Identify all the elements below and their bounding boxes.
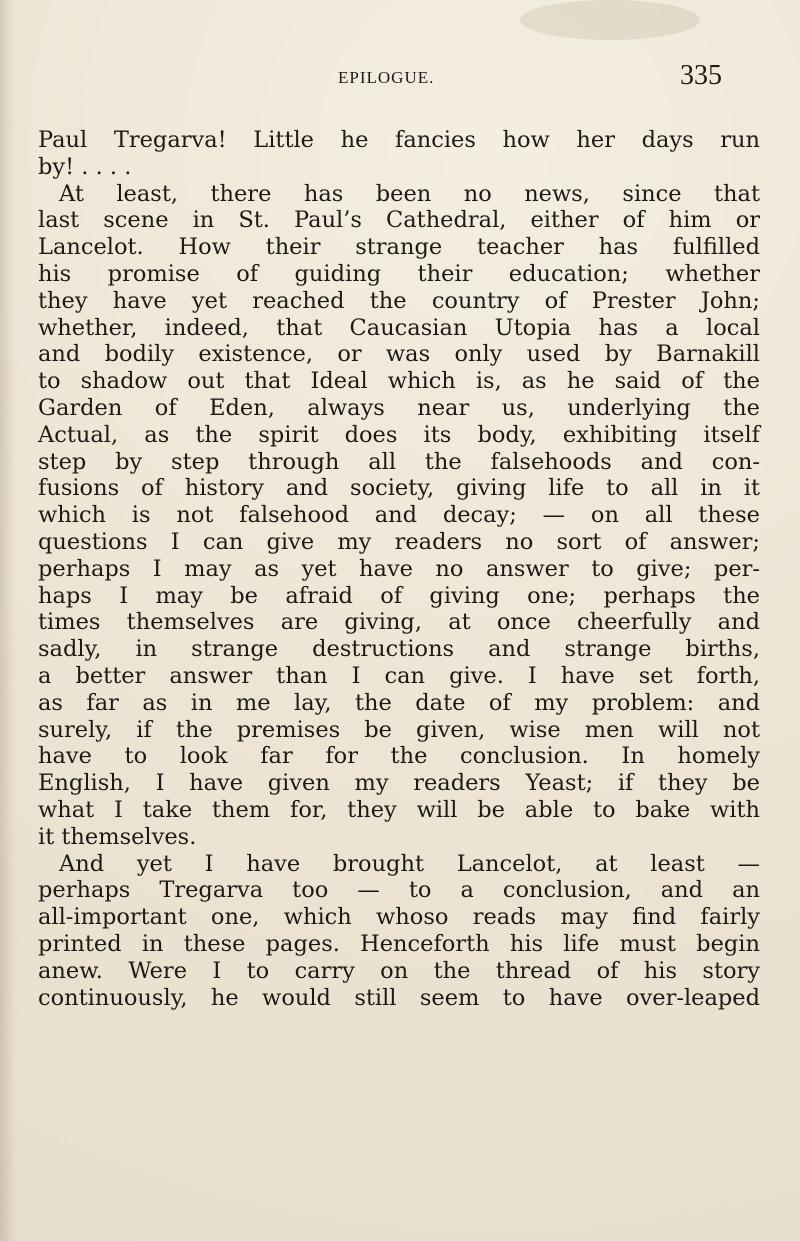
text-line: sadly, in strange destructions and strange births, — [38, 636, 760, 663]
text-line: as far as in me lay, the date of my problem: and — [38, 689, 760, 716]
text-line: to shadow out that Ideal which is, as he said of the — [38, 368, 760, 395]
text-line: perhaps Tregarva too — to a conclusion, and an — [38, 877, 760, 904]
text-line: surely, if the premises be given, wise men will not — [38, 716, 760, 743]
text-line: they have yet reached the country of Prester John; — [38, 287, 760, 314]
text-line: English, I have given my readers Yeast; if they be — [38, 770, 760, 797]
text-line: Actual, as the spirit does its body, exhibiting itself — [38, 421, 760, 448]
body-text — [38, 127, 760, 1011]
text-line: his promise of guiding their education; whether — [38, 260, 760, 287]
text-line: questions I can give my readers no sort of answer; — [38, 528, 760, 555]
text-line: Lancelot. How their strange teacher has fulfilled — [38, 234, 760, 261]
text-line: and bodily existence, or was only used by Barnakill — [38, 341, 760, 368]
text-line: times themselves are giving, at once cheerfully and — [38, 609, 760, 636]
text-line: it themselves. — [38, 823, 197, 850]
text-line: step by step through all the falsehoods and con- — [38, 448, 760, 475]
text-line: what I take them for, they will be able to bake with — [38, 796, 760, 823]
paper-stain — [520, 0, 700, 40]
text-line: And yet I have brought Lancelot, at least — — [59, 850, 760, 877]
text-line: fusions of history and society, giving life to all in it — [38, 475, 760, 502]
text-line: whether, indeed, that Caucasian Utopia has a local — [38, 314, 760, 341]
text-line: anew. Were I to carry on the thread of his story — [38, 957, 760, 984]
text-line: a better answer than I can give. I have set forth, — [38, 662, 760, 689]
text-line: Paul Tregarva! Little he fancies how her days run — [38, 127, 760, 153]
page-header — [0, 60, 800, 100]
page-number: 335 — [680, 60, 722, 91]
text-line: have to look far for the conclusion. In homely — [38, 743, 760, 770]
text-line: all-important one, which whoso reads may find fairly — [38, 904, 760, 931]
text-line: continuously, he would still seem to have over-leaped — [38, 984, 760, 1011]
page-gutter-shadow — [0, 0, 16, 1241]
text-line: which is not falsehood and decay; — on all these — [38, 502, 760, 529]
text-line: At least, there has been no news, since that — [59, 180, 760, 207]
text-line: by! . . . . — [38, 153, 132, 180]
text-line: printed in these pages. Henceforth his life must begin — [38, 930, 760, 957]
text-line: haps I may be afraid of giving one; perhaps the — [38, 582, 760, 609]
text-line: perhaps I may as yet have no answer to give; per- — [38, 555, 760, 582]
text-line: Garden of Eden, always near us, underlying the — [38, 394, 760, 421]
running-head: EPILOGUE. — [338, 68, 435, 87]
text-line: last scene in St. Paul’s Cathedral, either of him or — [38, 207, 760, 234]
